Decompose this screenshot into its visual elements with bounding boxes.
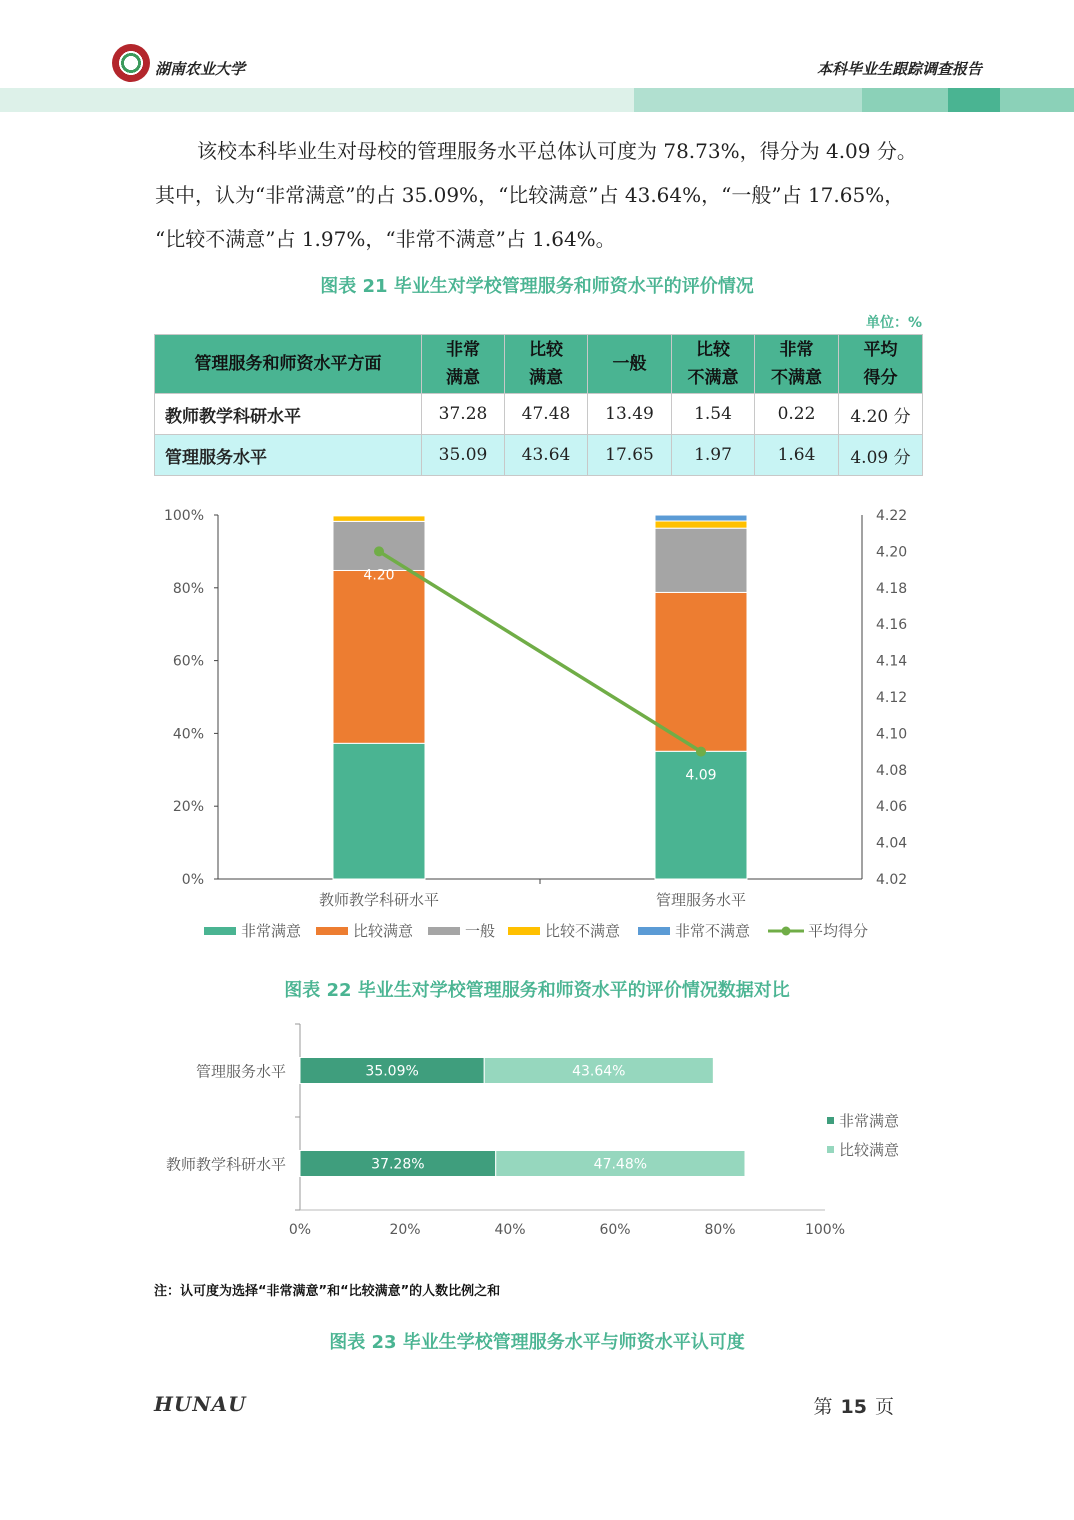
body-paragraph	[155, 129, 935, 261]
bar-data-label: 37.28%	[371, 1156, 425, 1173]
average-score-label: 4.20	[363, 567, 395, 584]
x-category-label: 教师教学科研水平	[318, 891, 440, 909]
bar-segment	[333, 516, 425, 522]
legend-label: 比较满意	[839, 1141, 900, 1159]
header-band-1	[0, 88, 634, 112]
legend-swatch	[638, 927, 670, 935]
legend-label: 平均得分	[808, 922, 869, 940]
table-cell: 4.09 分	[839, 435, 923, 476]
y-right-tick-label: 4.06	[876, 799, 908, 816]
bar-segment	[333, 515, 425, 516]
body-line-3: “比较不满意”占 1.97%，“非常不满意”占 1.64%。	[155, 227, 616, 251]
page-number-value: 15	[840, 1396, 867, 1418]
y-right-tick-label: 4.02	[876, 872, 908, 888]
table-cell: 37.28	[422, 394, 505, 435]
bar-segment	[655, 521, 747, 528]
bar-segment	[333, 521, 425, 570]
legend-line-point	[782, 927, 791, 936]
y-right-tick-label: 4.14	[876, 653, 908, 670]
y-right-tick-label: 4.04	[876, 835, 908, 852]
legend-swatch	[508, 927, 540, 935]
bar-segment	[333, 570, 425, 743]
table-header-cell: 非常 满意	[422, 335, 505, 394]
legend-label: 比较不满意	[545, 922, 621, 940]
legend-label: 比较满意	[353, 922, 414, 940]
report-title: 本科毕业生跟踪调查报告	[816, 60, 982, 78]
bar-segment	[655, 592, 747, 751]
y-left-tick-label: 20%	[172, 799, 204, 816]
x-category-label: 管理服务水平	[655, 891, 747, 909]
y-right-tick-label: 4.10	[876, 726, 908, 743]
legend-swatch	[827, 1117, 834, 1124]
body-line-2: 其中，认为“非常满意”的占 35.09%，“比较满意”占 43.64%，“一般”占 17.65%，	[155, 183, 905, 207]
footer-logo: HUNAU	[154, 1392, 247, 1416]
table-header-cell: 一般	[588, 335, 672, 394]
table-row	[155, 435, 923, 476]
horizontal-bar-chart	[0, 1010, 1074, 1245]
y-left-tick-label: 100%	[163, 508, 204, 524]
table-cell: 1.64	[755, 435, 839, 476]
bar-segment	[655, 515, 747, 521]
y-category-label: 教师教学科研水平	[165, 1155, 286, 1174]
legend-label: 非常满意	[241, 922, 302, 940]
table-cell: 4.20 分	[839, 394, 923, 435]
bar-data-label: 43.64%	[572, 1063, 626, 1080]
stacked-bar-line-chart	[0, 495, 1074, 960]
table-header-cell: 比较 不满意	[672, 335, 755, 394]
y-right-tick-label: 4.08	[876, 762, 908, 779]
table-cell: 35.09	[422, 435, 505, 476]
table-header-cell: 管理服务和师资水平方面	[155, 335, 422, 394]
x-tick-label: 60%	[599, 1222, 631, 1238]
table-cell: 0.22	[755, 394, 839, 435]
legend-swatch	[316, 927, 348, 935]
body-line-1: 该校本科毕业生对母校的管理服务水平总体认可度为 78.73%，得分为 4.09 分。	[197, 139, 917, 163]
y-category-label: 管理服务水平	[195, 1062, 286, 1081]
average-score-label: 4.09	[685, 767, 717, 784]
table-row-label: 教师教学科研水平	[155, 394, 422, 435]
legend-swatch	[827, 1146, 834, 1153]
page-number	[814, 1392, 894, 1419]
legend-swatch	[428, 927, 460, 935]
table-header-cell: 非常 不满意	[755, 335, 839, 394]
header-band-2	[634, 88, 862, 112]
average-score-line	[379, 551, 701, 751]
university-seal-logo	[112, 44, 150, 82]
table-row	[155, 394, 923, 435]
bar-data-label: 35.09%	[365, 1063, 419, 1080]
page-prefix: 第	[813, 1396, 833, 1418]
header-band-4	[948, 88, 1000, 112]
table-cell: 17.65	[588, 435, 672, 476]
y-left-tick-label: 60%	[172, 653, 204, 670]
figure23-caption: 图表 23 毕业生学校管理服务水平与师资水平认可度	[329, 1332, 745, 1353]
page-suffix: 页	[874, 1396, 894, 1418]
legend-label: 非常满意	[839, 1112, 900, 1130]
x-tick-label: 20%	[389, 1222, 421, 1238]
table-header-cell: 比较 满意	[505, 335, 588, 394]
x-tick-label: 100%	[804, 1222, 846, 1238]
x-tick-label: 0%	[288, 1222, 312, 1238]
average-score-point	[696, 747, 706, 757]
header-band-5	[1000, 88, 1074, 112]
bar-segment	[655, 528, 747, 592]
y-right-tick-label: 4.22	[876, 508, 908, 524]
y-right-tick-label: 4.18	[876, 580, 908, 597]
y-left-tick-label: 80%	[172, 580, 204, 597]
legend-swatch	[204, 927, 236, 935]
bar-segment	[333, 743, 425, 879]
table-cell: 1.54	[672, 394, 755, 435]
legend-label: 非常不满意	[675, 922, 751, 940]
table-cell: 13.49	[588, 394, 672, 435]
header-band-3	[862, 88, 948, 112]
university-name: 湖南农业大学	[155, 60, 246, 78]
figure-note: 注：认可度为选择“非常满意”和“比较满意”的人数比例之和	[154, 1284, 501, 1299]
x-tick-label: 80%	[704, 1222, 736, 1238]
y-left-tick-label: 0%	[181, 872, 204, 888]
table-cell: 1.97	[672, 435, 755, 476]
bar-data-label: 47.48%	[593, 1156, 648, 1173]
table-cell: 43.64	[505, 435, 588, 476]
figure22-caption: 图表 22 毕业生对学校管理服务和师资水平的评价情况数据对比	[284, 980, 790, 1001]
table-header-cell: 平均 得分	[839, 335, 923, 394]
y-left-tick-label: 40%	[172, 726, 204, 743]
table-header-row	[155, 335, 923, 394]
y-right-tick-label: 4.12	[876, 690, 908, 706]
figure21-caption: 图表 21 毕业生对学校管理服务和师资水平的评价情况	[320, 276, 754, 297]
unit-label: 单位：%	[865, 315, 922, 331]
table-row-label: 管理服务水平	[155, 435, 422, 476]
legend-label: 一般	[465, 922, 496, 940]
y-right-tick-label: 4.20	[876, 544, 908, 561]
evaluation-table	[154, 334, 923, 476]
table-cell: 47.48	[505, 394, 588, 435]
x-tick-label: 40%	[494, 1222, 526, 1238]
average-score-point	[374, 546, 384, 556]
y-right-tick-label: 4.16	[876, 617, 908, 634]
